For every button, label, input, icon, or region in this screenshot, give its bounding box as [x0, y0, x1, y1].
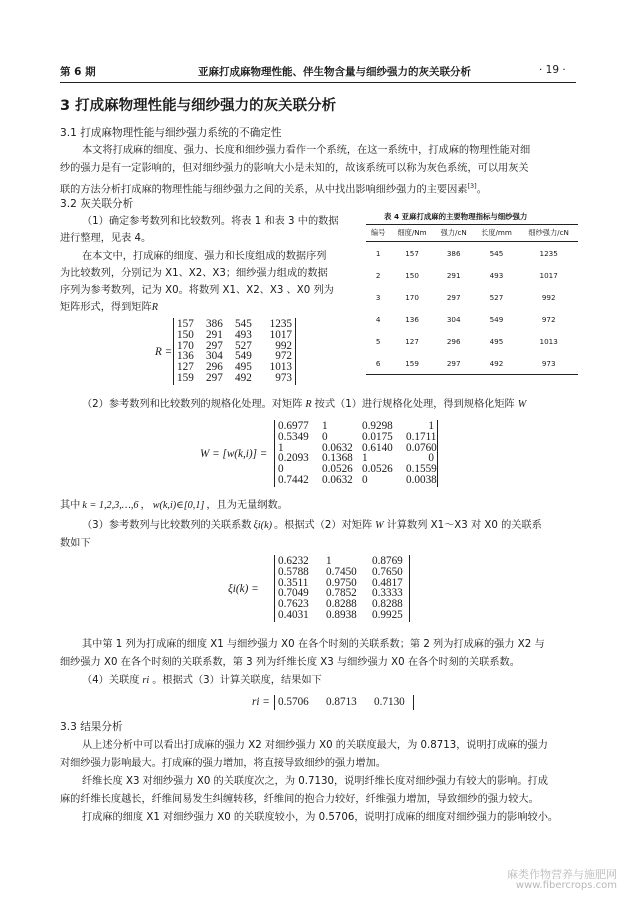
matrix-cell: 1013 — [269, 361, 292, 374]
matrix-cell: 1 — [278, 441, 284, 454]
table-cell: 492 — [474, 352, 520, 375]
matrix-cell: 1 — [322, 420, 328, 432]
step3-text: （3）参考数列与比较数列的关联系数 — [82, 520, 252, 531]
section-heading: 3 打成麻物理性能与细纱强力的灰关联分析 — [60, 98, 337, 114]
matrix-row — [278, 567, 406, 578]
paragraph-line: 在本文中，打成麻的细度、强力和长度组成的数据序列 — [82, 251, 327, 262]
matrix-cell: 0.6977 — [278, 420, 309, 432]
table-header-cell: 强力/cN — [434, 225, 474, 242]
paragraph-end: 。 — [476, 184, 487, 196]
paragraph-line: 本文将打成麻的细度、强力、长度和细纱强力看作一个系统，在这一系统中，打成麻的物理性能对细 — [82, 145, 531, 156]
step3-line — [82, 517, 542, 535]
matrix-cell: 0.4031 — [278, 608, 309, 621]
matrix-symbol-r: R — [305, 399, 312, 410]
matrix-cell: 136 — [177, 350, 194, 363]
matrix-cell: 972 — [275, 350, 292, 363]
matrix-cell: 492 — [235, 371, 252, 384]
table-cell: 150 — [405, 270, 419, 280]
table-row — [366, 242, 578, 265]
table-cell: 296 — [446, 336, 461, 346]
matrix-cell: 0.0632 — [322, 473, 353, 486]
matrix-cell: 0.6232 — [278, 555, 309, 567]
matrix-w-label: W = [w(k,i)] = — [200, 448, 268, 460]
table-cell: 1013 — [539, 336, 558, 346]
ri-value: 0.7130 — [374, 696, 405, 708]
step3-text: 。根据式（2）对矩阵 — [273, 520, 373, 531]
matrix-cell: 1 — [362, 452, 368, 465]
matrix-cell: 127 — [177, 361, 194, 374]
table-cell: 545 — [489, 248, 504, 258]
k-range-line — [60, 497, 288, 515]
paragraph-line: 纱的强力是有一定影响的，但对细纱强力的影响大小是未知的，故该系统可以称为灰色系统，可以用灰关 — [60, 163, 529, 174]
paragraph-text: 联的方法分析打成麻的物理性能与细纱强力之间的关系，从中找出影响细纱强力的主要因素 — [60, 184, 468, 196]
watermark-site-name: 麻类作物营养与施肥网 — [507, 868, 617, 881]
matrix-cell: 0.7623 — [278, 598, 309, 611]
matrix-symbol-r: R — [151, 302, 158, 313]
matrix-r-label: R = — [155, 346, 173, 358]
matrix-cell: 549 — [235, 350, 252, 363]
paragraph-line: 纤维长度 X3 对细纱强力 X0 的关联度次之，为 0.7130，说明纤维长度对细纱强力有较大的影响。打成 — [82, 776, 548, 787]
table-cell: 3 — [375, 292, 381, 302]
matrix-row — [177, 373, 292, 384]
matrix-cell: 0.1368 — [322, 452, 353, 465]
table-cell: 6 — [366, 352, 390, 375]
table-cell: 1235 — [539, 248, 558, 258]
matrix-cell: 0.2093 — [278, 452, 309, 465]
ri-vector-body — [274, 695, 414, 710]
w-range-expr: w(k,i)∈[0,1] — [152, 500, 205, 511]
table-header-cell: 编号 — [366, 225, 390, 242]
matrix-cell: 0.8288 — [326, 598, 357, 611]
paragraph-line: 麻的纤维长度越长，纤维间易发生纠缠转移，纤维间的抱合力较好，纤维强力增加，导致细纱的强力较大。 — [60, 794, 539, 805]
table-4 — [366, 224, 578, 375]
step2-text: 按式（1）进行规格化处理，得到规格化矩阵 — [314, 399, 515, 410]
paragraph-line: 打成麻的细度 X1 对细纱强力 X0 的关联度较小，为 0.5706，说明打成麻的细度对细纱强力的影响较小。 — [82, 812, 559, 823]
table-caption: 表 4 亚麻打成麻的主要物理指标与细纱强力 — [384, 212, 528, 221]
matrix-cell: 386 — [206, 318, 223, 330]
table-row — [366, 264, 578, 286]
matrix-cell: 0.7650 — [372, 565, 403, 578]
matrix-cell: 0.9750 — [326, 576, 357, 589]
table-cell: 297 — [434, 352, 474, 375]
ri-symbol: ri — [142, 675, 150, 686]
matrix-symbol-w: W — [517, 399, 527, 410]
table-cell: 127 — [405, 336, 419, 346]
k-range-text: ，且为无量纲数。 — [206, 500, 288, 511]
matrix-xi-body — [274, 555, 410, 622]
subsection-3-3-heading: 3.3 结果分析 — [60, 721, 123, 733]
subsection-3-1-heading: 3.1 打成麻物理性能与细纱强力系统的不确定性 — [60, 127, 282, 139]
table-row — [366, 286, 578, 308]
matrix-cell: 0.0632 — [322, 441, 353, 454]
step4-text: 。根据式（3）计算关联度，结果如下 — [152, 675, 322, 686]
paragraph-line: 序列为参考数列，记为 X0。将数列 X1、X2、X3 、X0 列为 — [60, 285, 334, 296]
table-row — [366, 308, 578, 330]
matrix-row — [278, 610, 406, 621]
matrix-symbol-w: W — [375, 520, 384, 531]
matrix-cell: 0.0526 — [362, 463, 393, 476]
header-page-number: · 19 · — [539, 64, 566, 76]
matrix-cell: 0.8769 — [372, 555, 403, 567]
header-rule — [60, 82, 576, 83]
matrix-cell: 0.3333 — [372, 587, 403, 600]
table-cell: 972 — [541, 314, 556, 324]
matrix-cell: 0 — [428, 452, 434, 465]
matrix-cell: 297 — [206, 339, 223, 352]
step2-text: （2）参考数列和比较数列的规格化处理。对矩阵 — [82, 399, 303, 410]
matrix-cell: 0.8288 — [372, 598, 403, 611]
step2-line — [82, 396, 526, 414]
matrix-cell: 0 — [278, 463, 284, 476]
matrix-cell: 0.5349 — [278, 430, 309, 443]
table-cell: 1 — [375, 248, 381, 258]
matrix-cell: 170 — [177, 339, 194, 352]
k-range-sep: ， — [140, 500, 151, 511]
matrix-row — [278, 430, 437, 443]
matrix-cell: 0.1711 — [406, 430, 437, 443]
matrix-cell: 0.3511 — [278, 576, 309, 589]
step4-line — [82, 672, 322, 690]
table-cell: 5 — [375, 336, 381, 346]
matrix-cell: 150 — [177, 328, 194, 341]
matrix-cell: 0.0526 — [322, 463, 353, 476]
table-cell: 157 — [405, 248, 419, 258]
table-cell: 136 — [405, 314, 419, 324]
matrix-cell: 0.9925 — [372, 608, 403, 621]
table-cell: 386 — [446, 248, 461, 258]
matrix-cell: 493 — [235, 328, 252, 341]
step3-line: 数如下 — [60, 538, 91, 549]
matrix-cell: 1235 — [269, 318, 292, 330]
subsection-3-2-heading: 3.2 灰关联分析 — [60, 198, 134, 210]
watermark-url: www.fibercrops.com — [515, 880, 617, 891]
step4-text: （4）关联度 — [82, 675, 140, 686]
table-row — [366, 352, 578, 375]
xi-symbol: ξi(k) — [253, 520, 272, 531]
table-cell: 304 — [446, 314, 461, 324]
step1-line: 进行整理，见表 4。 — [60, 233, 152, 244]
table-header-cell: 长度/mm — [474, 225, 520, 242]
matrix-cell: 0.7442 — [278, 473, 309, 486]
matrix-cell: 1017 — [269, 328, 292, 341]
matrix-xi-label: ξi(k) = — [228, 583, 259, 595]
matrix-cell: 0.7049 — [278, 587, 309, 600]
matrix-cell: 291 — [206, 328, 223, 341]
matrix-r-body — [173, 318, 296, 385]
matrix-cell: 495 — [235, 361, 252, 374]
matrix-cell: 157 — [177, 318, 194, 330]
citation-ref[interactable]: [3] — [467, 182, 477, 190]
table-cell: 493 — [489, 270, 504, 280]
matrix-cell: 0.7450 — [326, 565, 357, 578]
table-cell: 527 — [489, 292, 504, 302]
matrix-cell: 0.1559 — [406, 463, 437, 476]
k-range-text: 其中 — [60, 500, 81, 511]
matrix-cell: 0.0760 — [406, 441, 437, 454]
matrix-cell: 0.7852 — [326, 587, 357, 600]
ri-value: 0.8713 — [326, 696, 357, 708]
matrix-cell: 1 — [326, 555, 332, 567]
table-header-row — [366, 225, 578, 242]
table-cell: 2 — [375, 270, 381, 280]
matrix-cell: 0 — [322, 430, 328, 443]
matrix-cell: 0.6140 — [362, 441, 393, 454]
table-cell: 973 — [519, 352, 578, 375]
matrix-cell: 0.5788 — [278, 565, 309, 578]
matrix-cell: 973 — [275, 371, 292, 384]
paragraph-text: 矩阵形式，得到矩阵 — [60, 302, 152, 313]
table-cell: 1017 — [539, 270, 558, 280]
matrix-cell: 304 — [206, 350, 223, 363]
k-range-expr: k = 1,2,3,…,6 — [82, 500, 139, 511]
matrix-row — [278, 473, 437, 486]
step3-text: 计算数列 X1～X3 对 X0 的关联系 — [386, 520, 542, 531]
table-cell: 291 — [446, 270, 461, 280]
paragraph-line: 对细纱强力影响最大。打成麻的强力增加，将直接导致细纱的强力增加。 — [60, 758, 386, 769]
paragraph-line: 从上述分析中可以看出打成麻的强力 X2 对细纱强力 X0 的关联度最大，为 0.8713，说明打成麻的强力 — [82, 740, 548, 751]
table-header-cell: 细度/Nm — [390, 225, 434, 242]
matrix-row — [177, 330, 292, 341]
table-row — [366, 330, 578, 352]
table-cell: 549 — [489, 314, 504, 324]
table-header-cell: 细纱强力/cN — [519, 225, 578, 242]
matrix-cell: 0.9298 — [362, 420, 393, 432]
matrix-cell: 545 — [235, 318, 252, 330]
matrix-cell: 0.0175 — [362, 430, 393, 443]
paragraph-line — [60, 299, 158, 317]
matrix-cell: 297 — [206, 371, 223, 384]
matrix-cell: 527 — [235, 339, 252, 352]
table-cell: 159 — [390, 352, 434, 375]
ri-vector-label: ri = — [252, 696, 270, 708]
matrix-cell: 1 — [428, 420, 434, 432]
ri-value: 0.5706 — [278, 696, 309, 708]
matrix-w-body — [274, 420, 438, 487]
matrix-cell: 296 — [206, 361, 223, 374]
matrix-cell: 0.4817 — [372, 576, 403, 589]
matrix-cell: 0.0038 — [406, 473, 437, 486]
matrix-cell: 0 — [362, 473, 368, 486]
table-cell: 170 — [405, 292, 419, 302]
step1-line: （1）确定参考数列和比较数列。将表 1 和表 3 中的数据 — [82, 216, 339, 227]
header-title: 亚麻打成麻物理性能、伴生物含量与细纱强力的灰关联分析 — [198, 66, 471, 78]
table-cell: 297 — [446, 292, 461, 302]
table-cell: 4 — [375, 314, 381, 324]
header-issue: 第 6 期 — [60, 66, 96, 78]
matrix-cell: 0.8938 — [326, 608, 357, 621]
paragraph-line: 为比较数列，分别记为 X1、X2、X3；细纱强力组成的数据 — [60, 268, 328, 279]
paragraph-line: 细纱强力 X0 在各个时刻的关联系数，第 3 列为纤维长度 X3 与细纱强力 X0 在各个时刻的关联系数。 — [60, 657, 520, 668]
matrix-cell: 159 — [177, 371, 194, 384]
matrix-cell: 992 — [275, 339, 292, 352]
table-cell: 992 — [541, 292, 556, 302]
paragraph-line: 其中第 1 列为打成麻的细度 X1 与细纱强力 X0 在各个时刻的关联系数；第 2 列为打成麻的强力 X2 与 — [82, 639, 545, 650]
table-cell: 495 — [489, 336, 504, 346]
